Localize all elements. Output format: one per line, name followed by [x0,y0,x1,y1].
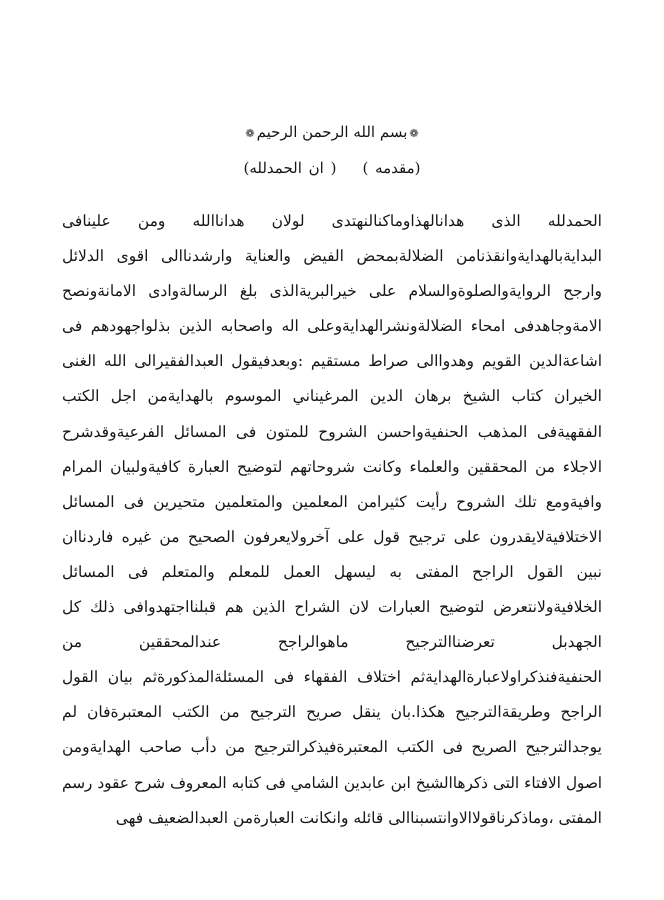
text-line-8: الاجلاء من المحققين والعلماء وكانت شروحاتهم لتوضيح العبارة كافيةولبيان المرام [62,457,602,476]
text-line-7: الفقهيةفى المذهب الحنفيةواحسن الشروح للمتون فى المسائل الفرعيةوقدشرح [62,422,602,441]
muqaddima-heading [0,158,664,178]
text-line-6: الخيران كتاب الشيخ برهان الدين المرغيناني الموسوم بالهدايةمن اجل الكتب [62,387,602,406]
text-line-12: الخلافيةولانتعرض لتوضيح العبارات لان الشراح الذين هم قبلنااجتهدوافى ذلك كل [62,598,602,617]
text-line-2: البدايةبالهدايةوانقذنامن الضلالةبمحض الفيض والعناية وارشدناالى اقوى الدلائل [62,247,602,266]
text-line-18: المفتى ،وماذكرناقولاالاوانتسبناالى قائله وانكانت العبارةمن العبدالضعيف فهى [115,808,602,827]
text-line-10: الاختلافيةلايقدرون على ترجيح قول على آخرولايعرفون الصحيح من غيره فاردناان [62,527,602,546]
text-line-14: الحنفيةفنذكراولاعبارةالهدايةثم اختلاف الفقهاء فى المسئلةالمذكورةثم بيان القول [62,668,602,687]
basmala-text: بسم الله الرحمن الرحيم [256,123,408,141]
text-line-4: الامةوجاهدفى امحاء الضلالةونشرالهدايةوعلى اله واصحابه الذين بذلواجهودهم فى [62,317,602,336]
text-line-16: يوجدالترجيح الصريح فى الكتب المعتبرةفيذكرالترجيح من دأب صاحب الهدايةومن [62,738,602,757]
text-line-13: الجهدبل تعرضناالترجيح ماهوالراجح عندالمحققين من [62,633,602,652]
text-line-3: وارجح الروايةوالصلوةوالسلام على خيرالبريةالذى بلغ الرسالةوادى الامانةونصح [62,282,602,301]
ornament-left-icon: ❁ [245,127,255,140]
text-line-17: اصول الافتاء التى ذكرهاالشيخ ابن عابدين الشامي فى كتابه المعروف شرح عقود رسم [62,773,602,792]
subtitle-muqaddima: (مقدمه ) [362,159,421,177]
text-line-5: اشاعةالدين القويم وهدواالى صراط مستقيم :وبعدفيقول العبدالفقيرالى الله الغنى [62,352,602,371]
subtitle-hamdala: ( ان الحمدلله) [243,159,337,177]
body-text [62,204,602,836]
basmala-heading [0,122,664,144]
text-line-9: وافيةومع تلك الشروح رأيت كثيرامن المعلمين والمتعلمين متحيرين فى المسائل [62,492,602,511]
text-line-15: الراجح وطريقةالترجيح هكذا.بان ينقل صريح الترجيح من الكتب المعتبرةفان لم [62,703,602,722]
text-line-1: الحمدلله الذى هدانالهذاوماكنالنهتدى لولان هداناالله ومن علينافى [62,212,602,230]
ornament-right-icon: ❁ [409,127,419,140]
text-line-11: نبين القول الراجح المفتى به ليسهل العمل للمعلم والمتعلم فى المسائل [62,562,602,581]
